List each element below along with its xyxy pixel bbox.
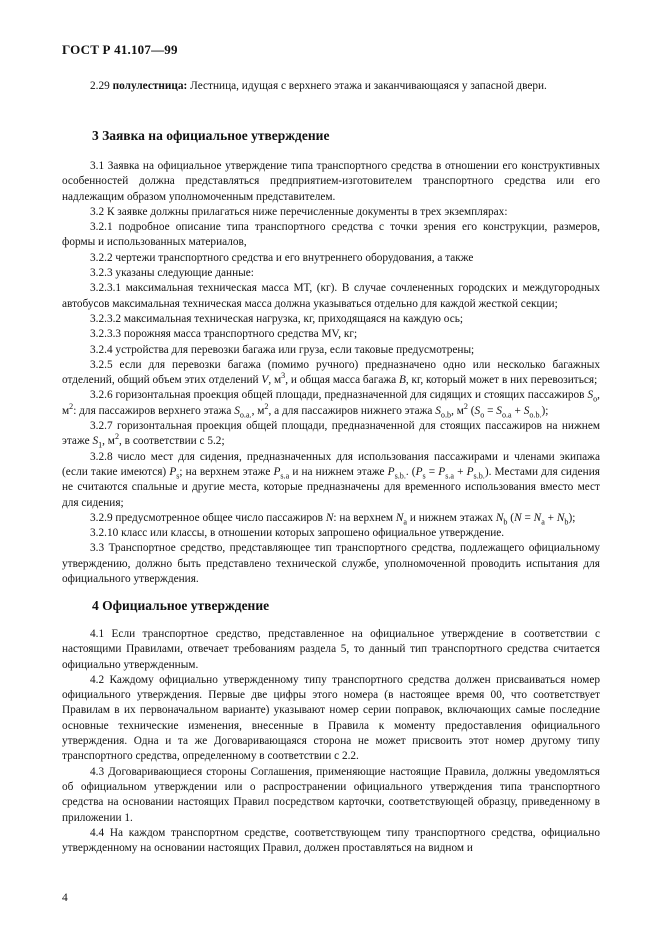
paragraph-3-2-5: 3.2.5 если для перевозки багажа (помимо ручного) предназначено одно или несколько багажных отделений, общий объем этих отделений V, $м^3$, и общая масса багажа B, кг, который может в них перевозиться;: [62, 358, 600, 387]
paragraph-3-2: 3.2 К заявке должны прилагаться ниже перечисленные документы в трех экземплярах:: [90, 205, 508, 218]
term-definition: Лестница, идущая с верхнего этажа и заканчивающаяся у запасной двери.: [190, 80, 547, 92]
paragraph-4-4: 4.4 На каждом транспортном средстве, соответствующем типу транспортного средства, официально утвержденному на основании настоящих Правил, должен проставляться на видном и: [62, 826, 600, 855]
paragraph-3-2-3-3: 3.2.3.3 порожняя масса транспортного средства MV, кг;: [90, 328, 358, 341]
paragraph-3-2-4: 3.2.4 устройства для перевозки багажа или груза, если таковые предусмотрены;: [90, 343, 475, 356]
section-3-heading: 3 Заявка на официальное утверждение: [92, 128, 330, 143]
page-number: 4: [62, 892, 68, 904]
paragraph-3-2-8: 3.2.8 число мест для сидения, предназначенных для использования пассажирами и членами экипажа (если такие имеются) $P_s$; на верхнем этаже $P_{s.a}$ и на нижнем этаже $P_{s.b.}$. $(P_s = P_{s.a} + P_{s.b.})$. Местами для сидения не считаются спальные и другие места, которые предназначены для временного использования вместо мест для сидения;: [62, 450, 600, 509]
section-4-heading: 4 Официальное утверждение: [92, 598, 270, 613]
document-code-header: ГОСТ Р 41.107—99: [62, 42, 178, 57]
paragraph-2-29: [62, 79, 600, 94]
para-number: 2.29: [90, 80, 110, 92]
paragraph-3-2-3: 3.2.3 указаны следующие данные:: [90, 267, 254, 280]
paragraph-3-2-7: 3.2.7 горизонтальная проекция общей площади, предназначенной для стоящих пассажиров на нижнем этаже $S_1$, $м^2$, в соответствии с 5.2;: [62, 420, 600, 450]
section-4-body: [62, 627, 600, 856]
paragraph-4-1: 4.1 Если транспортное средство, представленное на официальное утверждение в соответствии с настоящими Правилами, отвечает требованиям раздела 5, то данный тип транспортного средства считается официально утвержденным.: [62, 628, 600, 671]
paragraph-3-2-2: 3.2.2 чертежи транспортного средства и его внутреннего оборудования, а также: [90, 251, 474, 264]
paragraph-3-3: 3.3 Транспортное средство, представляющее тип транспортного средства, подлежащего официальному утверждению, должно быть представлено технической службе, уполномоченной проводить испытания для официального утверждения.: [62, 542, 600, 586]
paragraph-4-3: 4.3 Договаривающиеся стороны Соглашения, применяющие настоящие Правила, должны уведомляться об официальном утверждении или о распространении официального утверждения типа транспортного средства на основании настоящих Правил посредством карточки, соответствующей образцу, приведенному в приложении 1.: [62, 765, 600, 824]
paragraph-3-2-1: 3.2.1 подробное описание типа транспортного средства с точки зрения его конструкции, размеров, формы и использованных материалов,: [62, 221, 600, 249]
section-3-body: [62, 159, 600, 587]
paragraph-3-2-10: 3.2.10 класс или классы, в отношении которых запрошено официальное утверждение.: [90, 527, 505, 540]
paragraph-4-2: 4.2 Каждому официально утвержденному типу транспортного средства должен присваиваться номер официального утверждения. Первые две цифры этого номера (в настоящее время 00, что соответствует Правилам в их первоначальном варианте) указывают номер серии поправок, включающих самые последние основные технические изменения, внесенные в Правила к моменту предоставления официального утверждения. Одна и та же Договаривающаяся сторона не может присвоить этот номер другому типу транспортного средства, определенному в соответствии с 2.2.: [62, 673, 600, 763]
paragraph-3-2-3-2: 3.2.3.2 максимальная техническая нагрузка, кг, приходящаяся на каждую ось;: [90, 312, 464, 325]
paragraph-3-1: 3.1 Заявка на официальное утверждение типа транспортного средства в отношении его конструктивных особенностей должна представляться предприятием-изготовителем транспортного средства или его надлежащим образом уполномоченным представителем.: [62, 160, 600, 203]
paragraph-3-2-3-1: 3.2.3.1 максимальная техническая масса МТ, (кг). В случае сочлененных городских и междугородных автобусов максимальная техническая масса должна указываться отдельно для каждой жесткой секции;: [62, 282, 600, 310]
paragraph-3-2-9: 3.2.9 предусмотренное общее число пассажиров N: на верхнем $N_a$ и нижнем этажах $N_b$ $(N = N_a + N_b)$;: [90, 511, 576, 527]
term-polulestnitsa: полулестница:: [112, 80, 188, 92]
paragraph-3-2-6: 3.2.6 горизонтальная проекция общей площади, предназначенной для сидящих и стоящих пассажиров $S_o$, $м^2$: для пассажиров верхнего этажа $S_{o.a.}$, $м^2$, а для пассажиров нижнего этажа $S_{o.b}$, $м^2$ $(S_o = S_{o.a} + S_{o.b.})$;: [62, 389, 600, 419]
